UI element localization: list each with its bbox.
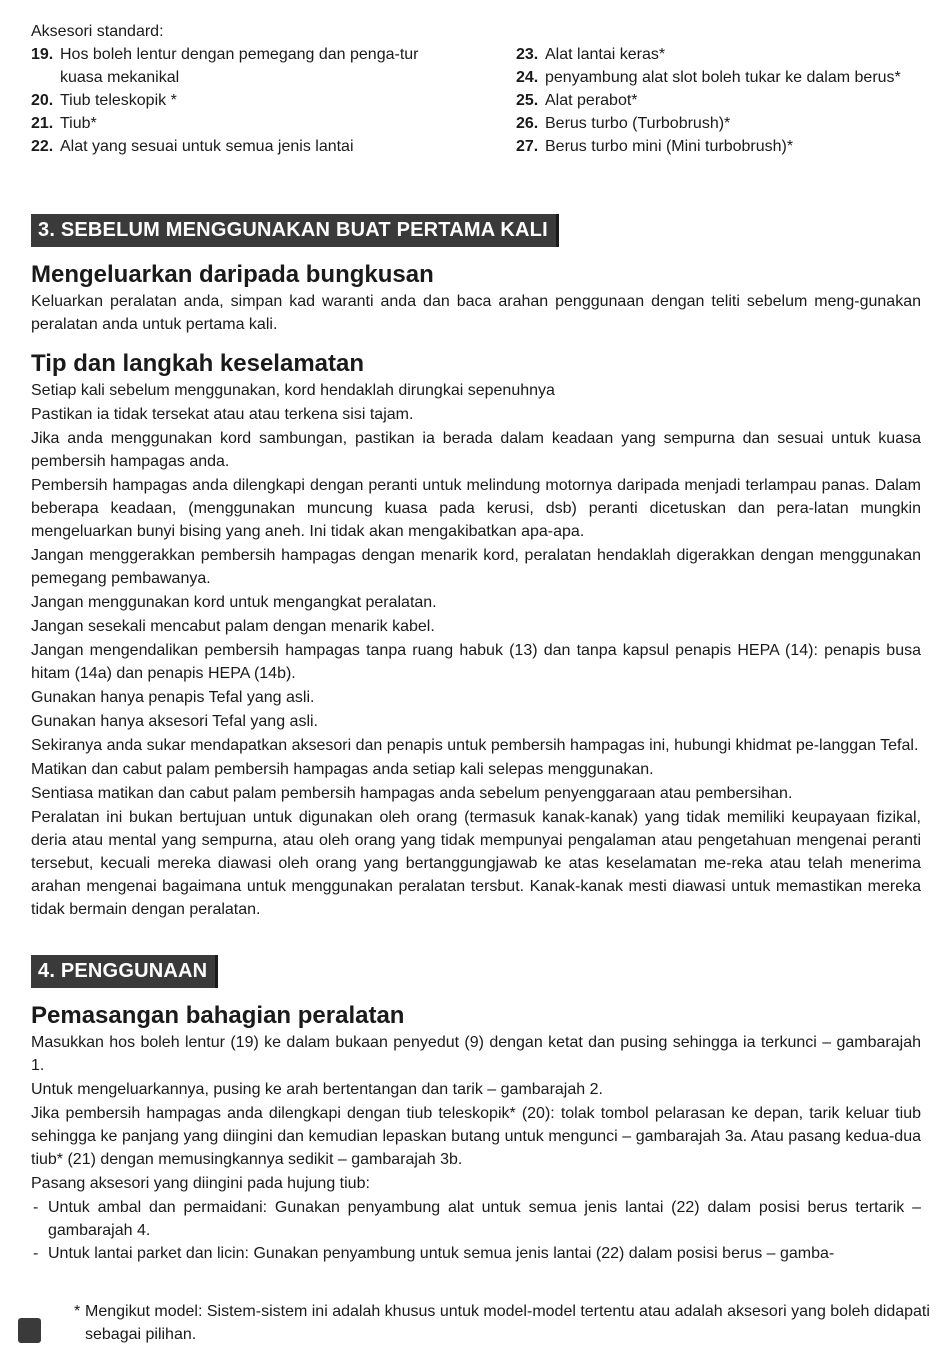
- page-marker-block: [18, 1318, 41, 1343]
- accessories-title: Aksesori standard:: [31, 23, 164, 40]
- assembly-paragraph: Jika pembersih hampagas anda dilengkapi dengan tiub teleskopik* (20): tolak tombol pelarasan ke depan, tarik keluar tiub sehingga ke panjang yang diingini dan kemudian lepaskan butang untuk mengunci – gambarajah 3a. Atau pasang kedua-dua tiub* (21) dengan memusingkannya sedikit – gambarajah 3b.: [31, 1105, 921, 1168]
- accessory-text: Tiub*: [60, 115, 97, 132]
- section-4: [31, 955, 921, 1265]
- accessory-item: [31, 43, 451, 89]
- accessory-usage-list: [31, 1196, 921, 1265]
- safety-paragraph: Pembersih hampagas anda dilengkapi dengan peranti untuk melindung motornya daripada menjadi terlampau panas. Dalam beberapa keadaan, (menggunakan muncung kuasa pada kerusi, dsb) peranti dicetuskan dan pera-latan mungkin mengeluarkan bunyi bising yang aneh. Ini tidak akan mengakibatkan apa-apa.: [31, 477, 921, 540]
- accessory-item: [516, 135, 921, 158]
- footnote: [74, 1300, 934, 1346]
- assembly-paragraph: Masukkan hos boleh lentur (19) ke dalam bukaan penyedut (9) dengan ketat dan pusing sehingga ia terkunci – gambarajah 1.: [31, 1034, 921, 1074]
- accessory-number: 27.: [516, 138, 539, 155]
- accessory-number: 19.: [31, 46, 54, 63]
- accessory-text: Hos boleh lentur dengan pemegang dan penga-tur kuasa mekanikal: [60, 46, 419, 86]
- footnote-star: *: [74, 1303, 81, 1320]
- safety-paragraph: Jika anda menggunakan kord sambungan, pastikan ia berada dalam keadaan yang sempurna dan sesuai untuk kuasa pembersih hampagas anda.: [31, 430, 921, 470]
- safety-paragraph: Peralatan ini bukan bertujuan untuk digunakan oleh orang (termasuk kanak-kanak) yang tidak memiliki keupayaan fizikal, deria atau mental yang sempurna, atau oleh orang yang tidak mempunyai pengalaman atau pengetahuan mengenai peranti tersebut, kecuali mereka diawasi oleh orang yang bertanggungjawab ke atas keselamatan me-reka atau telah menerima arahan mengenai bagaimana untuk menggunakan peralatan tersbut. Kanak-kanak mesti diawasi untuk memastikan mereka tidak bermain dengan peralatan.: [31, 809, 921, 918]
- assembly-paragraph: Untuk mengeluarkannya, pusing ke arah bertentangan dan tarik – gambarajah 2.: [31, 1081, 603, 1098]
- accessory-item: [31, 135, 451, 158]
- unpack-paragraph: Keluarkan peralatan anda, simpan kad waranti anda dan baca arahan penggunaan dengan teliti sebelum meng-gunakan peralatan anda untuk pertama kali.: [31, 293, 921, 333]
- safety-paragraph: Jangan sesekali mencabut palam dengan menarik kabel.: [31, 618, 435, 635]
- manual-page: [31, 20, 921, 1265]
- accessory-number: 20.: [31, 92, 54, 109]
- accessory-text: Alat perabot*: [545, 92, 638, 109]
- accessories-left-column: [31, 43, 451, 158]
- accessory-item: [516, 89, 921, 112]
- safety-heading: Tip dan langkah keselamatan: [31, 350, 365, 377]
- safety-paragraph: Jangan menggerakkan pembersih hampagas dengan menarik kord, peralatan hendaklah digerakkan dengan menggunakan pemegang pembawanya.: [31, 547, 921, 587]
- assembly-heading: Pemasangan bahagian peralatan: [31, 1002, 405, 1029]
- accessory-number: 25.: [516, 92, 539, 109]
- list-dash: -: [33, 1245, 39, 1262]
- section-3-banner: 3. SEBELUM MENGGUNAKAN BUAT PERTAMA KALI: [31, 214, 559, 247]
- accessory-text: Berus turbo mini (Mini turbobrush)*: [545, 138, 794, 155]
- safety-paragraph: Pastikan ia tidak tersekat atau atau terkena sisi tajam.: [31, 406, 414, 423]
- accessory-number: 26.: [516, 115, 539, 132]
- list-item-text: Untuk lantai parket dan licin: Gunakan penyambung untuk semua jenis lantai (22) dalam posisi berus – gamba-: [48, 1245, 835, 1262]
- accessory-number: 21.: [31, 115, 54, 132]
- assembly-paragraph: Pasang aksesori yang diingini pada hujung tiub:: [31, 1175, 370, 1192]
- safety-paragraph: Setiap kali sebelum menggunakan, kord hendaklah dirungkai sepenuhnya: [31, 382, 555, 399]
- accessory-item: [516, 112, 921, 135]
- section-4-banner: 4. PENGGUNAAN: [31, 955, 218, 988]
- accessory-text: Tiub teleskopik *: [60, 92, 177, 109]
- list-item: [31, 1196, 921, 1242]
- section-3: [31, 214, 921, 921]
- safety-paragraph: Sekiranya anda sukar mendapatkan aksesori dan penapis untuk pembersih hampagas ini, hubungi khidmat pe-langgan Tefal.: [31, 737, 919, 754]
- accessory-item: [516, 66, 921, 89]
- accessory-item: [516, 43, 921, 66]
- safety-paragraph: Gunakan hanya penapis Tefal yang asli.: [31, 689, 315, 706]
- safety-paragraph: Matikan dan cabut palam pembersih hampagas anda setiap kali selepas menggunakan.: [31, 761, 654, 778]
- safety-paragraph: Gunakan hanya aksesori Tefal yang asli.: [31, 713, 318, 730]
- safety-paragraph: Sentiasa matikan dan cabut palam pembersih hampagas anda sebelum penyenggaraan atau pembersihan.: [31, 785, 793, 802]
- accessories-section: [31, 20, 921, 158]
- unpack-heading: Mengeluarkan daripada bungkusan: [31, 261, 434, 288]
- accessory-text: penyambung alat slot boleh tukar ke dalam berus*: [545, 69, 901, 86]
- accessories-columns: [31, 43, 921, 158]
- accessory-number: 22.: [31, 138, 54, 155]
- accessory-text: Alat lantai keras*: [545, 46, 666, 63]
- safety-paragraph: Jangan mengendalikan pembersih hampagas tanpa ruang habuk (13) dan tanpa kapsul penapis HEPA (14): penapis busa hitam (14a) dan penapis HEPA (14b).: [31, 642, 921, 682]
- accessories-right-column: [516, 43, 921, 158]
- accessory-number: 23.: [516, 46, 539, 63]
- accessory-text: Berus turbo (Turbobrush)*: [545, 115, 731, 132]
- accessory-text: Alat yang sesuai untuk semua jenis lantai: [60, 138, 354, 155]
- list-item: [31, 1242, 921, 1265]
- footnote-text: Mengikut model: Sistem-sistem ini adalah khusus untuk model-model tertentu atau adalah aksesori yang boleh didapati sebagai pilihan.: [85, 1303, 930, 1343]
- accessory-item: [31, 112, 451, 135]
- list-dash: -: [33, 1199, 39, 1216]
- accessory-number: 24.: [516, 69, 539, 86]
- accessory-item: [31, 89, 451, 112]
- safety-paragraph: Jangan menggunakan kord untuk mengangkat peralatan.: [31, 594, 437, 611]
- list-item-text: Untuk ambal dan permaidani: Gunakan penyambung alat untuk semua jenis lantai (22) dalam posisi berus tertarik – gambarajah 4.: [48, 1199, 921, 1239]
